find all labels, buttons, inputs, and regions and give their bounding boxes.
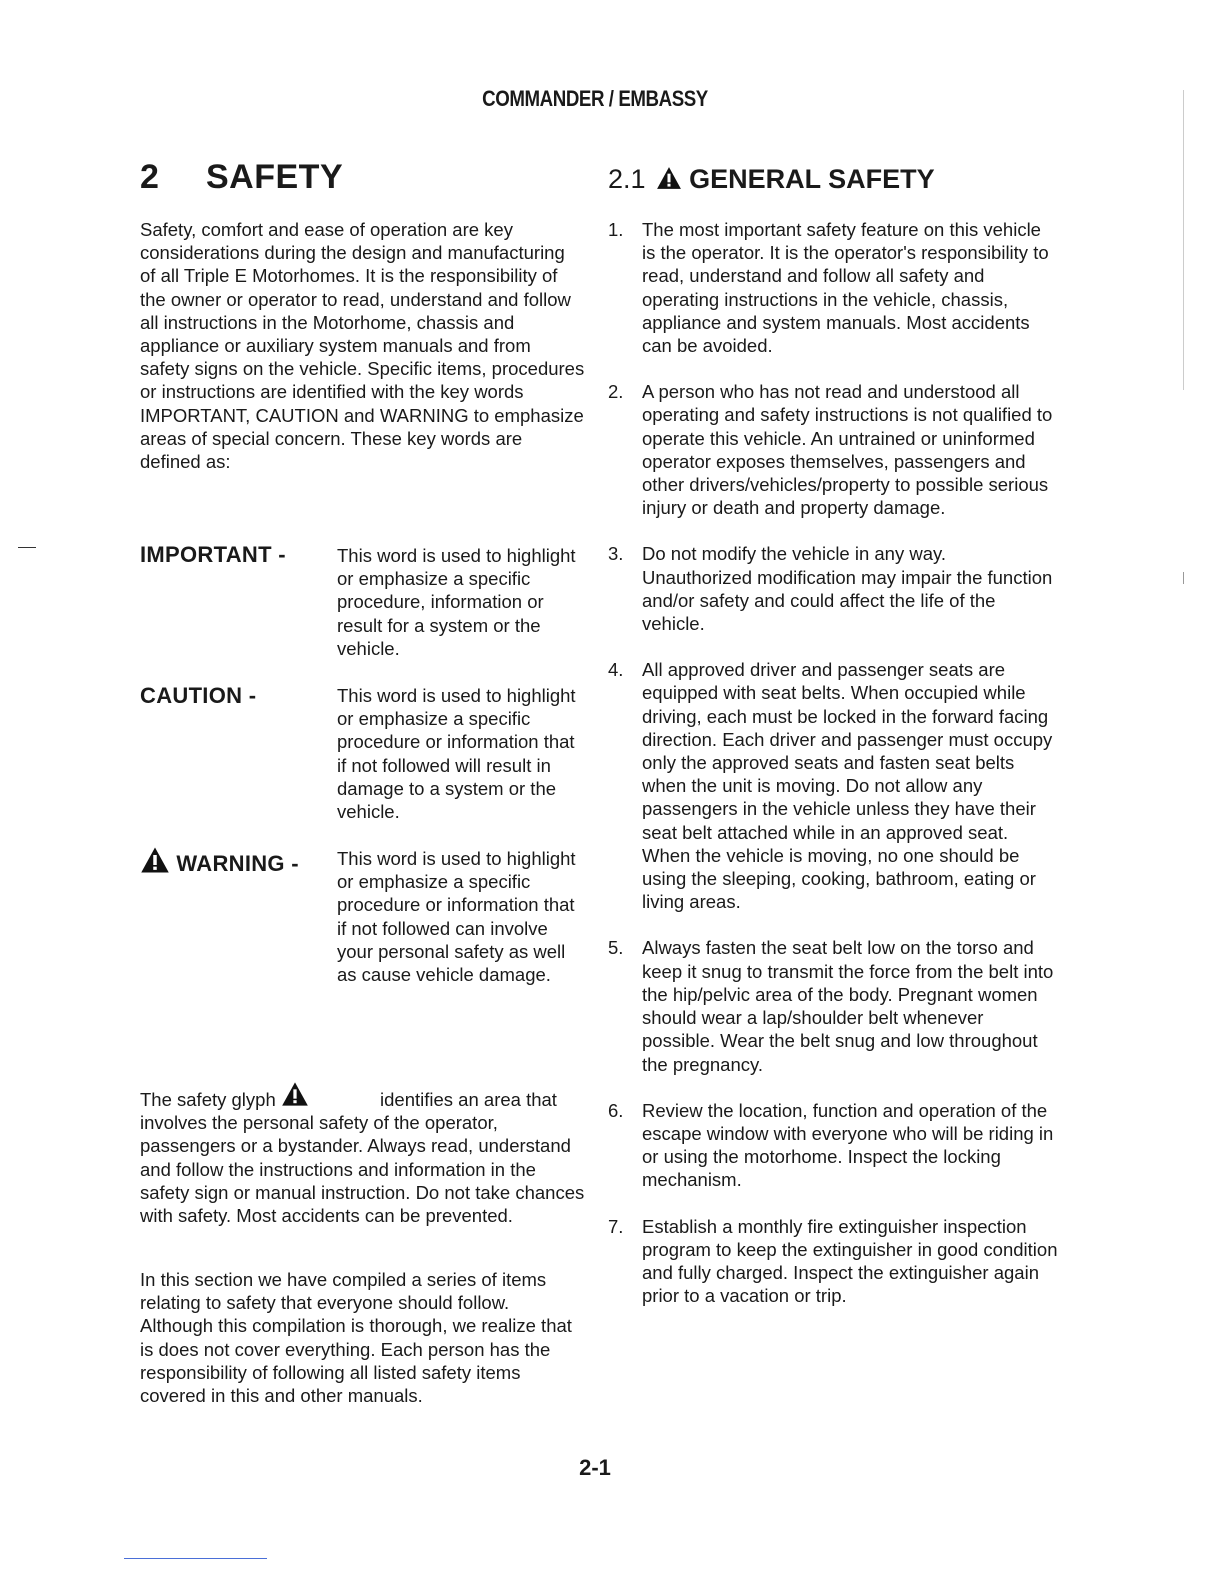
list-item	[608, 218, 1058, 357]
section-number: 2	[140, 158, 160, 196]
list-item	[608, 1099, 1058, 1192]
list-item-text: The most important safety feature on this vehicle is the operator. It is the operator's responsibility to read, understand and follow all safety and operating instructions in the vehicle, chassis, appliance and system manuals. Most accidents can be avoided.	[642, 219, 1049, 357]
subsection-number: 2.1	[608, 164, 646, 194]
list-item-number: 2.	[608, 381, 624, 403]
list-item	[608, 658, 1058, 913]
warning-triangle-icon	[281, 1080, 309, 1108]
list-item-number: 6.	[608, 1099, 624, 1121]
term-caution: CAUTION -	[140, 683, 257, 708]
definition-caution: This word is used to highlight or emphasize a specific procedure or information that if not followed will result in damage to a system or the vehicle.	[337, 685, 576, 823]
list-item	[608, 1215, 1058, 1308]
term-warning-label: WARNING -	[176, 851, 299, 876]
list-item-number: 5.	[608, 937, 624, 959]
list-item	[608, 936, 1058, 1075]
general-safety-list	[608, 218, 1058, 1330]
definition-important: This word is used to highlight or emphasize a specific procedure, information or result for a system or the vehicle.	[337, 545, 576, 659]
glyph-text-after: identifies an area that involves the personal safety of the operator, passengers or a bystander. Always read, understand and follow the instructions and information in the safety sign or manual instruction. Do not take chances with safety. Most accidents can be prevented.	[140, 1089, 585, 1227]
term-important: IMPORTANT -	[140, 542, 286, 567]
warning-triangle-icon	[140, 846, 170, 874]
glyph-text-before: The safety glyph	[140, 1089, 276, 1110]
intro-paragraph: Safety, comfort and ease of operation are key considerations during the design and manufacturing of all Triple E Motorhomes. It is the responsibility of the owner or operator to read, understand and follow all instructions in the Motorhome, chassis and appliance or auxiliary system manuals and from safety signs on the vehicle. Specific items, procedures or instructions are identified with the key words IMPORTANT, CAUTION and WARNING to emphasize areas of special concern. These key words are defined as:	[140, 219, 585, 473]
list-item-text: Review the location, function and operation of the escape window with everyone who will be riding in or using the motorhome. Inspect the locking mechanism.	[642, 1099, 1054, 1191]
list-item-number: 1.	[608, 219, 624, 240]
warning-triangle-icon	[656, 165, 682, 191]
list-item	[608, 380, 1058, 519]
section-heading	[140, 158, 343, 197]
list-item-number: 3.	[608, 543, 624, 565]
definition-warning: This word is used to highlight or emphasize a specific procedure or information that if not followed can involve your personal safety as well as cause vehicle damage.	[337, 848, 576, 986]
edge-mark	[1183, 90, 1184, 390]
safety-glyph-paragraph	[140, 1080, 585, 1227]
page-number: 2-1	[579, 1455, 611, 1480]
list-item	[608, 542, 1058, 635]
subsection-heading	[608, 164, 935, 195]
scan-line	[124, 1558, 267, 1559]
list-item-text: All approved driver and passenger seats are equipped with seat belts. When occupied while driving, each must be locked in the forward facing direction. Each driver and passenger must occupy only the approved seats and fasten seat belts when the unit is moving. Do not allow any passengers in the vehicle unless they have their seat belt attached while in an approved seat. When the vehicle is moving, no one should be using the sleeping, cooking, bathroom, eating or living areas.	[642, 659, 1053, 913]
list-item-text: Always fasten the seat belt low on the torso and keep it snug to transmit the force from the belt into the hip/pelvic area of the body. Pregnant women should wear a lap/shoulder belt whenever possible. Wear the belt snug and low throughout the pregnancy.	[642, 937, 1054, 1075]
document-header: COMMANDER / EMBASSY	[482, 86, 708, 111]
list-item-text: Establish a monthly fire extinguisher inspection program to keep the extinguisher in good condition and fully charged. Inspect the extinguisher again prior to a vacation or trip.	[642, 1215, 1058, 1307]
list-item-text: Do not modify the vehicle in any way. Unauthorized modification may impair the function and/or safety and could affect the life of the vehicle.	[642, 543, 1053, 635]
list-item-text: A person who has not read and understood all operating and safety instructions is not qualified to operate this vehicle. An untrained or uninformed operator exposes themselves, passengers and other drivers/vehicles/property to possible serious injury or death and property damage.	[642, 381, 1053, 519]
list-item-number: 4.	[608, 659, 624, 681]
list-item-number: 7.	[608, 1215, 624, 1237]
edge-mark	[1183, 572, 1184, 584]
section-title: SAFETY	[206, 158, 344, 196]
term-warning	[140, 846, 299, 877]
margin-mark	[18, 547, 36, 548]
subsection-title: GENERAL SAFETY	[689, 164, 935, 194]
section-note-paragraph: In this section we have compiled a series of items relating to safety that everyone should follow. Although this compilation is thorough, we realize that is does not cover everything. Each person has the responsibility of following all listed safety items covered in this and other manuals.	[140, 1269, 572, 1407]
